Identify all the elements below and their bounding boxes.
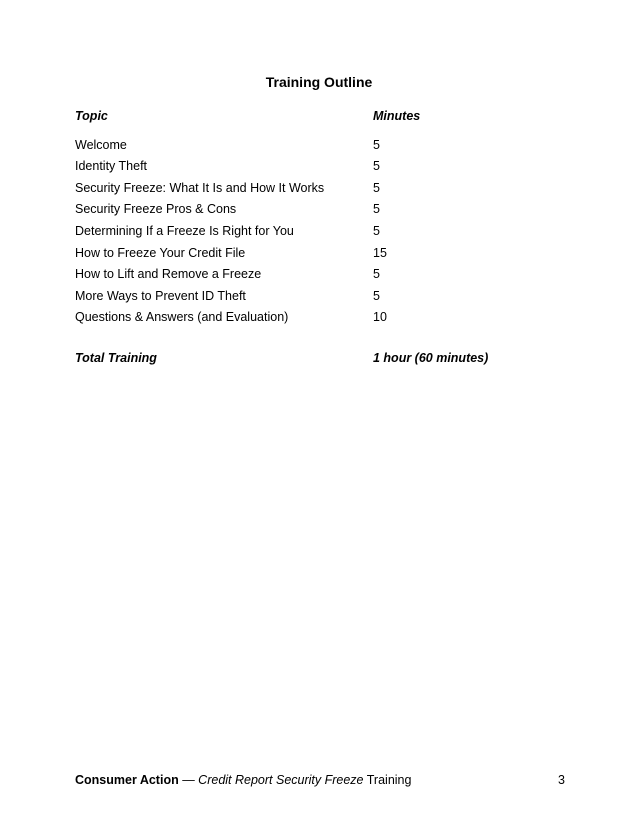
footer-course-title: Credit Report Security Freeze [198, 773, 364, 787]
footer-separator: — [178, 773, 199, 787]
table-row [75, 264, 555, 286]
row-minutes: 5 [373, 267, 380, 282]
total-minutes: 1 hour (60 minutes) [373, 350, 489, 365]
row-topic: Questions & Answers (and Evaluation) [75, 310, 289, 325]
table-row [75, 199, 555, 221]
training-outline-table [75, 106, 555, 370]
row-minutes: 5 [373, 223, 380, 238]
row-minutes: 5 [373, 159, 380, 174]
table-row [75, 135, 555, 157]
row-topic: Identity Theft [75, 159, 148, 174]
page-number: 3 [558, 773, 565, 787]
table-row [75, 156, 555, 178]
page-title: Training Outline [265, 74, 373, 90]
row-minutes: 10 [373, 310, 387, 325]
page-footer [75, 771, 565, 789]
table-header-row [75, 106, 555, 128]
table-row [75, 178, 555, 200]
row-topic: Determining If a Freeze Is Right for You [75, 223, 294, 238]
row-topic: Welcome [75, 137, 127, 152]
row-minutes: 5 [373, 137, 380, 152]
table-row [75, 307, 555, 329]
row-minutes: 5 [373, 180, 380, 195]
row-topic: How to Lift and Remove a Freeze [75, 267, 262, 282]
minutes-column-header: Minutes [373, 109, 421, 123]
total-label: Total Training [75, 350, 157, 365]
topic-column-header: Topic [75, 109, 108, 123]
row-minutes: 5 [373, 288, 380, 303]
footer-organization: Consumer Action [75, 773, 179, 787]
table-row [75, 243, 555, 265]
row-topic: Security Freeze: What It Is and How It Works [75, 180, 325, 195]
row-minutes: 5 [373, 202, 380, 217]
row-minutes: 15 [373, 245, 387, 260]
table-row [75, 221, 555, 243]
row-topic: How to Freeze Your Credit File [75, 245, 246, 260]
total-row [75, 348, 555, 370]
table-row [75, 286, 555, 308]
row-topic: More Ways to Prevent ID Theft [75, 288, 246, 303]
footer-course-suffix: Training [363, 773, 412, 787]
row-topic: Security Freeze Pros & Cons [75, 202, 237, 217]
